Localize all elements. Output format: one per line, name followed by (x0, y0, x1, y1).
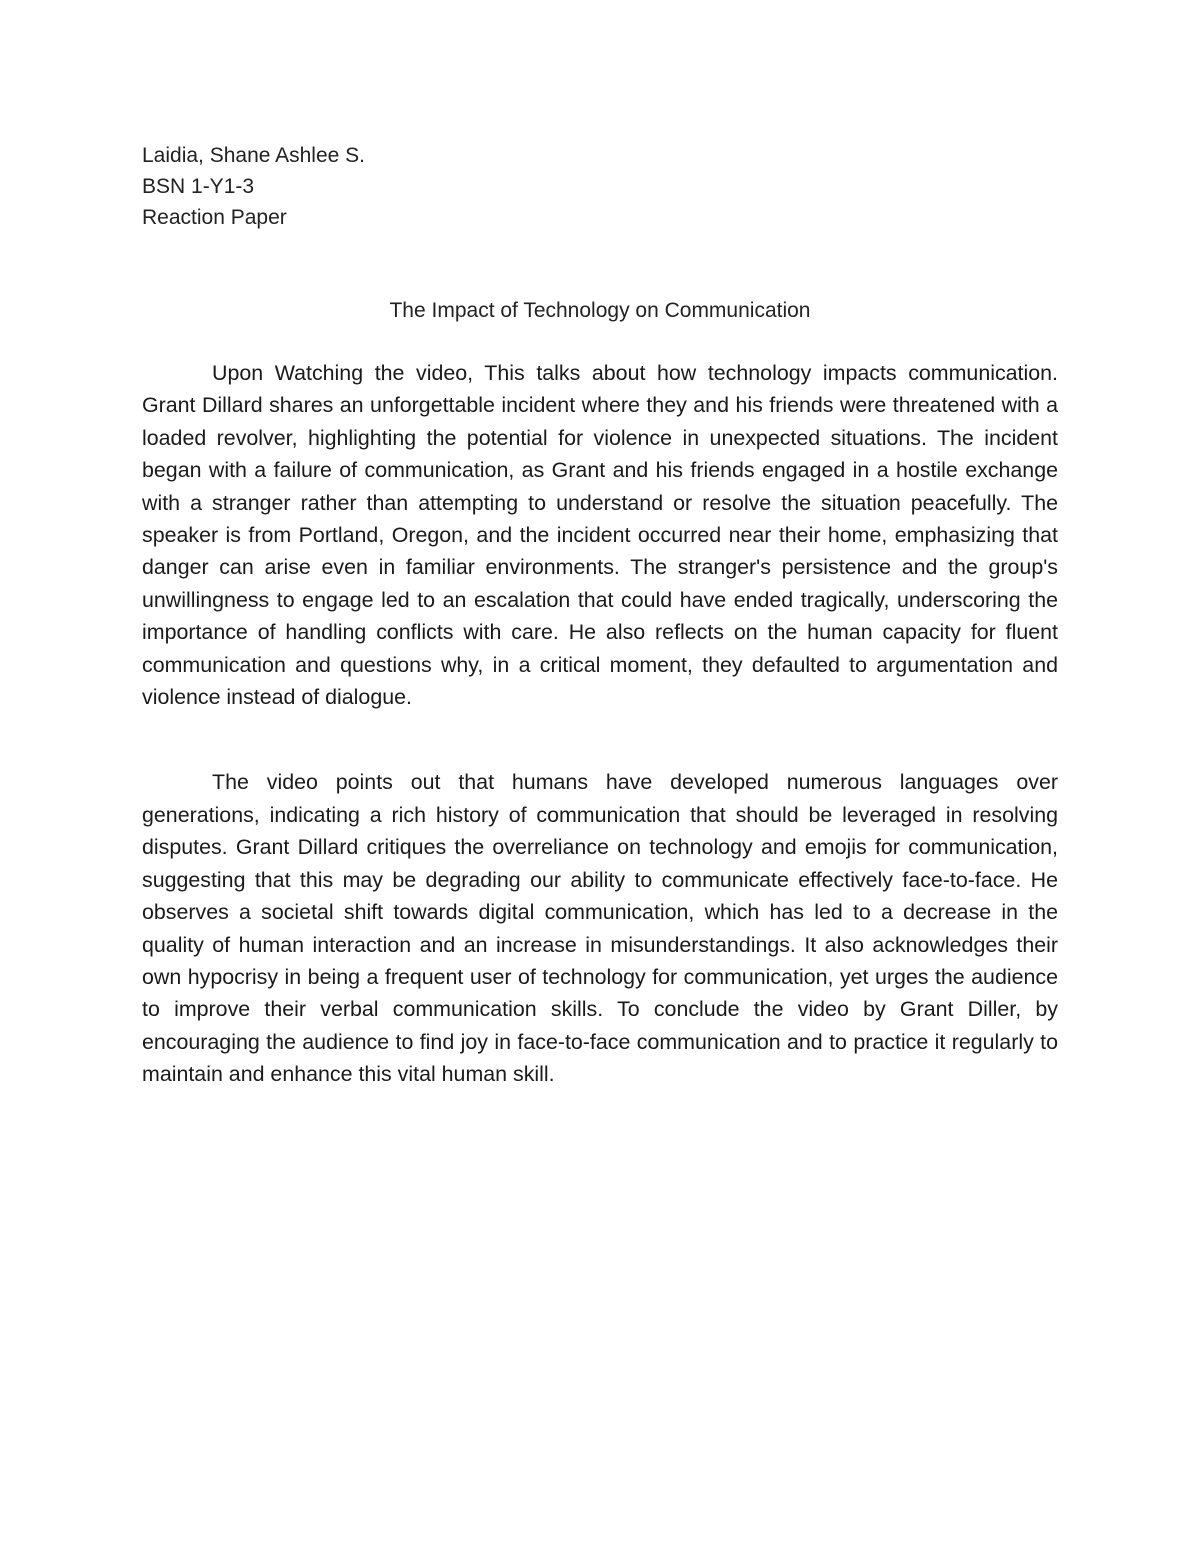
body-paragraph-1: Upon Watching the video, This talks about how technology impacts communication. Grant Dillard shares an unforgettable incident where they and his friends were threatened with a loaded revolver, highlighting the potential for violence in unexpected situations. The incident began with a failure of communication, as Grant and his friends engaged in a hostile exchange with a stranger rather than attempting to understand or resolve the situation peacefully. The speaker is from Portland, Oregon, and the incident occurred near their home, emphasizing that danger can arise even in familiar environments. The stranger's persistence and the group's unwillingness to engage led to an escalation that could have ended tragically, underscoring the importance of handling conflicts with care. He also reflects on the human capacity for fluent communication and questions why, in a critical moment, they defaulted to argumentation and violence instead of dialogue. (142, 361, 1058, 710)
author-name: Laidia, Shane Ashlee S. (142, 144, 366, 167)
course-section: BSN 1-Y1-3 (142, 175, 255, 198)
document-type: Reaction Paper (142, 206, 287, 229)
body-paragraph-2: The video points out that humans have developed numerous languages over generations, indicating a rich history of communication that should be leveraged in resolving disputes. Grant Dillard critiques the overreliance on technology and emojis for communication, suggesting that this may be degrading our ability to communicate effectively face-to-face. He observes a societal shift towards digital communication, which has led to a decrease in the quality of human interaction and an increase in misunderstandings. It also acknowledges their own hypocrisy in being a frequent user of technology for communication, yet urges the audience to improve their verbal communication skills. To conclude the video by Grant Diller, by encouraging the audience to find joy in face-to-face communication and to practice it regularly to maintain and enhance this vital human skill. (142, 770, 1058, 1087)
paper-title: The Impact of Technology on Communication (389, 299, 811, 322)
document-content (142, 140, 1058, 1091)
